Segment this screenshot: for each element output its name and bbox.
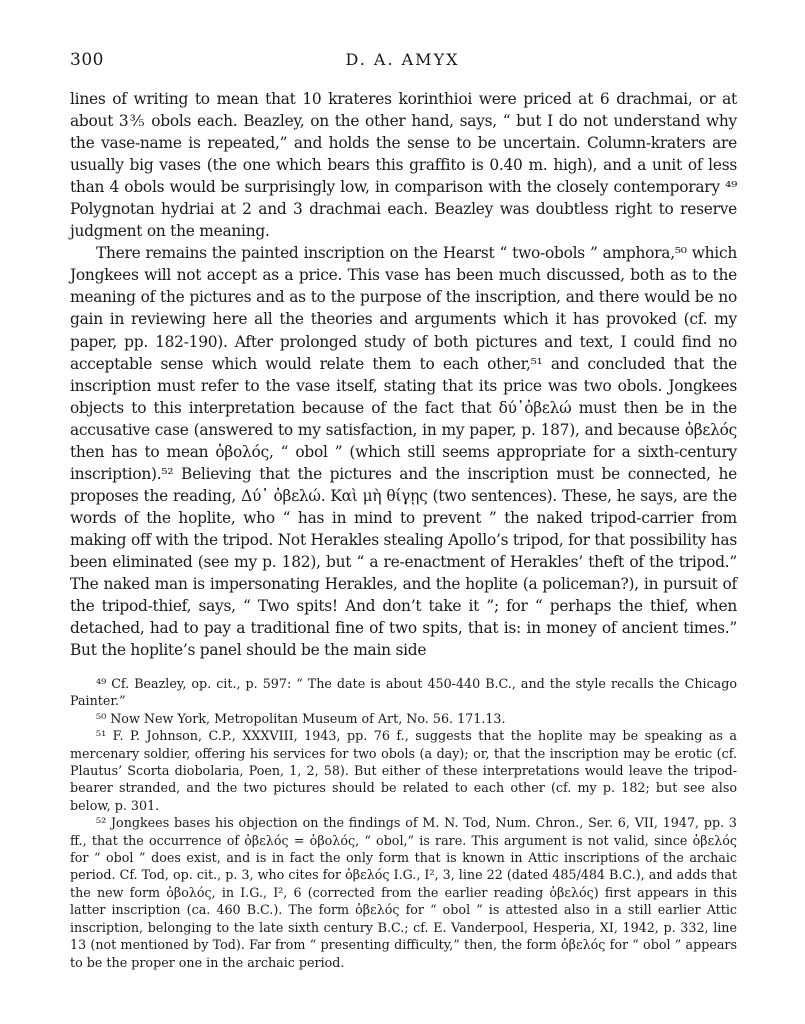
footnote-52: ⁵² Jongkees bases his objection on the findings of M. N. Tod, Num. Chron., Ser. 6, VII, 1947, pp. 3 ff., that the occurrence of ὀβελός = ὀβολός, “ obol,” is rare. This argument is not valid, since ὀβελός for “ obol ” does exist, and is in fact the only form that is known in Attic inscriptions of the archaic period. Cf. Tod, op. cit., p. 3, who cites for ὀβελός I.G., I², 3, line 22 (dated 485/484 B.C.), and adds that the new form ὀβολός, in I.G., I², 6 (corrected from the earlier reading ὀβελός) first appears in this latter inscription (ca. 460 B.C.). The form ὀβελός for “ obol ” is attested also in a still earlier Attic inscription, belonging to the late sixth century B.C.; cf. E. Vanderpool, Hesperia, XI, 1942, p. 332, line 13 (not mentioned by Tod). Far from “ presenting difficulty,” then, the form ὀβελός for “ obol ” appears to be the proper one in the archaic period.	[70, 815, 737, 970]
page-number: 300	[70, 50, 104, 70]
footnote-50: ⁵⁰ Now New York, Metropolitan Museum of Art, No. 56. 171.13.	[96, 710, 506, 726]
footnotes	[70, 675, 737, 971]
footnote-51: ⁵¹ F. P. Johnson, C.P., XXXVIII, 1943, pp. 76 f., suggests that the hoplite may be speaking as a mercenary soldier, offering his services for two obols (a day); or, that the inscription may be erotic (cf. Plautus’ Scorta diobolaria, Poen, 1, 2, 58). But either of these interpretations would leave the tripod-bearer stranded, and the two pictures should be related to each other (cf. my p. 182; but see also below, p. 301.	[70, 728, 737, 813]
paragraph: lines of writing to mean that 10 krateres korinthioi were priced at 6 drachmai, or at about 3⅗ obols each. Beazley, on the other hand, says, “ but I do not understand why the vase-name is repeated,” and holds the sense to be uncertain. Column-kraters are usually big vases (the one which bears this graffito is 0.40 m. high), and a unit of less than 4 obols would be surprisingly low, in comparison with the closely contemporary ⁴⁹ Polygnotan hydriai at 2 and 3 drachmai each. Beazley was doubtless right to reserve judgment on the meaning.	[70, 90, 737, 241]
running-head-author: D. A. AMYX	[345, 50, 460, 69]
page-header	[70, 50, 735, 74]
paragraph: There remains the painted inscription on the Hearst “ two-obols ” amphora,⁵⁰ which Jongkees will not accept as a price. This vase has been much discussed, both as to the meaning of the pictures and as to the purpose of the inscription, and there would be no gain in reviewing here all the theories and arguments which it has provoked (cf. my paper, pp. 182-190). After prolonged study of both pictures and text, I could find no acceptable sense which would relate them to each other,⁵¹ and concluded that the inscription must refer to the vase itself, stating that its price was two obols. Jongkees objects to this interpretation because of the fact that δύ᾽ὀβελώ must then be in the accusative case (answered to my satisfaction, in my paper, p. 187), and because ὀβελός then has to mean ὀβολός, “ obol ” (which still seems appropriate for a sixth-century inscription).⁵² Believing that the pictures and the inscription must be connected, he proposes the reading, Δύ᾽ ὀβελώ. Καὶ μὴ θίγῃς (two sentences). These, he says, are the words of the hoplite, who “ has in mind to prevent ” the naked tripod-carrier from making off with the tripod. Not Herakles stealing Apollo’s tripod, for that possibility has been eliminated (see my p. 182), but “ a re-enactment of Herakles’ theft of the tripod.” The naked man is impersonating Herakles, and the hoplite (a policeman?), in pursuit of the tripod-thief, says, “ Two spits! And don’t take it ”; for “ perhaps the thief, when detached, had to pay a traditional fine of two spits, that is: in money of ancient times.” But the hoplite’s panel should be the main side	[70, 244, 737, 660]
footnote-49: ⁴⁹ Cf. Beazley, op. cit., p. 597: “ The date is about 450-440 B.C., and the style recalls the Chicago Painter.”	[70, 676, 737, 709]
body-text	[70, 88, 737, 661]
